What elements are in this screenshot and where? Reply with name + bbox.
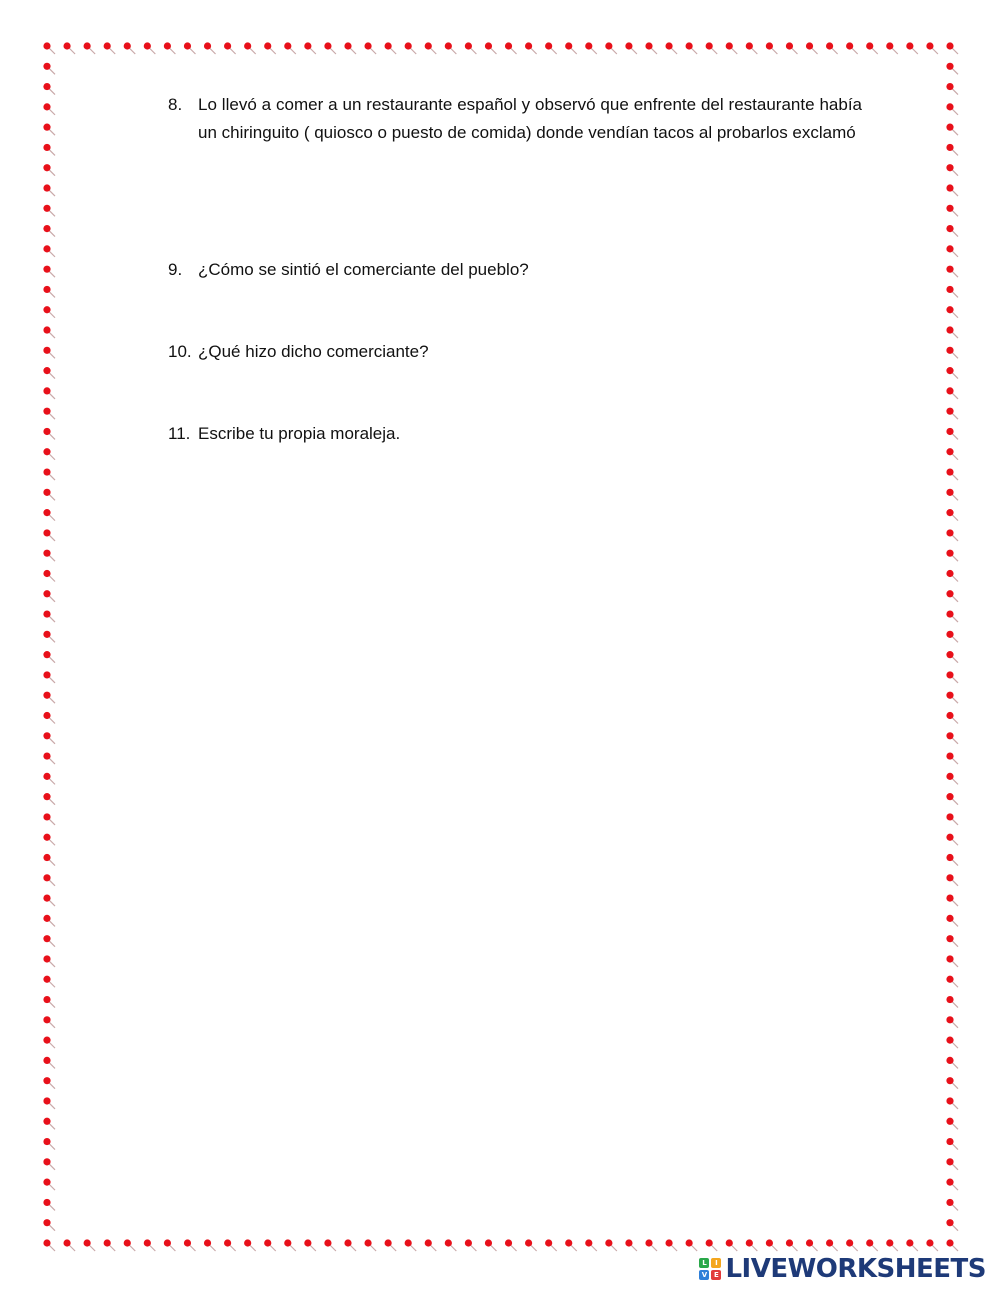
border-dot bbox=[43, 83, 50, 90]
border-dot bbox=[946, 550, 953, 557]
border-dot bbox=[946, 1179, 953, 1186]
border-dot bbox=[806, 1239, 813, 1246]
border-dot bbox=[946, 245, 953, 252]
border-dot bbox=[946, 468, 953, 475]
border-dot bbox=[565, 1239, 572, 1246]
border-dot bbox=[946, 42, 953, 49]
brand-name: LIVEWORKSHEETS bbox=[725, 1254, 986, 1284]
border-dot bbox=[385, 42, 392, 49]
border-dot bbox=[184, 42, 191, 49]
border-dot bbox=[946, 347, 953, 354]
border-dot bbox=[43, 1158, 50, 1165]
border-dot bbox=[304, 42, 311, 49]
border-dot bbox=[184, 1239, 191, 1246]
border-dot bbox=[144, 1239, 151, 1246]
border-dot bbox=[43, 103, 50, 110]
border-dot bbox=[43, 1219, 50, 1226]
border-dot bbox=[43, 306, 50, 313]
border-dot bbox=[946, 712, 953, 719]
border-dot bbox=[946, 144, 953, 151]
question-text: Escribe tu propia moraleja. bbox=[198, 424, 401, 443]
liveworksheets-logo-icon bbox=[699, 1258, 721, 1280]
border-dot bbox=[43, 1179, 50, 1186]
logo-letter: E bbox=[711, 1270, 721, 1280]
border-dot bbox=[946, 387, 953, 394]
border-dot bbox=[244, 1239, 251, 1246]
border-dot bbox=[946, 1077, 953, 1084]
border-dot bbox=[344, 1239, 351, 1246]
border-dot bbox=[946, 266, 953, 273]
border-dot bbox=[946, 448, 953, 455]
border-dot bbox=[946, 732, 953, 739]
border-dot bbox=[946, 529, 953, 536]
border-dot bbox=[706, 42, 713, 49]
border-dot bbox=[946, 1219, 953, 1226]
border-dot bbox=[43, 164, 50, 171]
border-dot bbox=[946, 509, 953, 516]
border-dot bbox=[43, 245, 50, 252]
border-dot bbox=[43, 631, 50, 638]
border-dot bbox=[946, 895, 953, 902]
border-dot bbox=[43, 184, 50, 191]
border-dot bbox=[946, 428, 953, 435]
border-dot bbox=[505, 42, 512, 49]
border-dot bbox=[946, 489, 953, 496]
border-dot bbox=[946, 671, 953, 678]
border-dot bbox=[344, 42, 351, 49]
border-dot bbox=[63, 1239, 70, 1246]
border-dot bbox=[43, 347, 50, 354]
border-dot bbox=[43, 854, 50, 861]
border-dot bbox=[946, 1037, 953, 1044]
border-dot bbox=[946, 63, 953, 70]
border-dot bbox=[946, 752, 953, 759]
border-dot bbox=[43, 651, 50, 658]
border-dot bbox=[264, 1239, 271, 1246]
border-dot bbox=[946, 367, 953, 374]
border-dot bbox=[43, 489, 50, 496]
border-dot bbox=[43, 509, 50, 516]
border-dot bbox=[405, 42, 412, 49]
border-dot bbox=[485, 42, 492, 49]
border-dot bbox=[946, 184, 953, 191]
border-dot bbox=[946, 1016, 953, 1023]
border-dot bbox=[304, 1239, 311, 1246]
border-dot bbox=[946, 834, 953, 841]
border-dot bbox=[946, 408, 953, 415]
border-dot bbox=[465, 42, 472, 49]
border-dot bbox=[726, 42, 733, 49]
border-dot bbox=[104, 1239, 111, 1246]
border-dot bbox=[946, 854, 953, 861]
question-text: ¿Qué hizo dicho comerciante? bbox=[198, 342, 429, 361]
border-dot bbox=[43, 408, 50, 415]
border-dot bbox=[43, 732, 50, 739]
border-dot bbox=[324, 42, 331, 49]
logo-letter: V bbox=[699, 1270, 709, 1280]
border-dot bbox=[706, 1239, 713, 1246]
border-dot bbox=[43, 63, 50, 70]
border-dot bbox=[43, 205, 50, 212]
border-dot bbox=[43, 266, 50, 273]
border-dot bbox=[43, 752, 50, 759]
question-text: ¿Cómo se sintió el comerciante del pueblo? bbox=[198, 260, 529, 279]
border-dot bbox=[124, 1239, 131, 1246]
border-dot bbox=[465, 1239, 472, 1246]
border-dot bbox=[264, 42, 271, 49]
border-dot bbox=[625, 42, 632, 49]
border-dot bbox=[43, 773, 50, 780]
border-dot bbox=[686, 1239, 693, 1246]
border-dot bbox=[946, 306, 953, 313]
border-dot bbox=[525, 42, 532, 49]
border-dot bbox=[43, 1199, 50, 1206]
border-dot bbox=[946, 1158, 953, 1165]
border-dot bbox=[43, 225, 50, 232]
border-dot bbox=[244, 42, 251, 49]
border-dot bbox=[846, 42, 853, 49]
border-dot bbox=[324, 1239, 331, 1246]
border-dot bbox=[946, 590, 953, 597]
border-dot bbox=[786, 42, 793, 49]
border-dot bbox=[445, 42, 452, 49]
border-dot bbox=[605, 42, 612, 49]
border-dot bbox=[43, 935, 50, 942]
border-dot bbox=[385, 1239, 392, 1246]
question-11 bbox=[168, 420, 862, 448]
border-dot bbox=[926, 42, 933, 49]
border-dot bbox=[43, 124, 50, 131]
border-dot bbox=[43, 550, 50, 557]
border-dot bbox=[726, 1239, 733, 1246]
border-dot bbox=[43, 671, 50, 678]
border-dot bbox=[43, 1118, 50, 1125]
border-dot bbox=[946, 935, 953, 942]
question-number: 9. bbox=[168, 260, 183, 279]
border-dot bbox=[43, 448, 50, 455]
logo-letter: I bbox=[711, 1258, 721, 1268]
question-8 bbox=[168, 91, 862, 147]
border-dot bbox=[545, 42, 552, 49]
border-dot bbox=[405, 1239, 412, 1246]
border-dot bbox=[43, 1097, 50, 1104]
border-dot bbox=[43, 610, 50, 617]
border-dot bbox=[43, 915, 50, 922]
border-dot bbox=[946, 164, 953, 171]
border-dot bbox=[164, 1239, 171, 1246]
border-dot bbox=[425, 1239, 432, 1246]
border-dot bbox=[946, 1199, 953, 1206]
border-dot bbox=[946, 83, 953, 90]
border-dot bbox=[43, 692, 50, 699]
border-dot bbox=[43, 976, 50, 983]
border-dot bbox=[946, 286, 953, 293]
border-dot bbox=[906, 1239, 913, 1246]
border-dot bbox=[585, 1239, 592, 1246]
border-dot bbox=[204, 1239, 211, 1246]
border-dot bbox=[786, 1239, 793, 1246]
border-dot bbox=[43, 326, 50, 333]
border-dot bbox=[104, 42, 111, 49]
border-dot bbox=[866, 42, 873, 49]
border-dot bbox=[43, 1037, 50, 1044]
question-9 bbox=[168, 256, 862, 284]
border-dot bbox=[43, 529, 50, 536]
border-dot bbox=[746, 1239, 753, 1246]
border-dot bbox=[946, 225, 953, 232]
border-dot bbox=[665, 42, 672, 49]
border-dot bbox=[946, 205, 953, 212]
border-dot bbox=[625, 1239, 632, 1246]
border-dot bbox=[43, 813, 50, 820]
border-dot bbox=[364, 42, 371, 49]
question-number: 11. bbox=[168, 424, 191, 443]
border-dot bbox=[43, 1057, 50, 1064]
border-dot bbox=[946, 651, 953, 658]
border-dot bbox=[43, 1239, 50, 1246]
border-dot bbox=[204, 42, 211, 49]
border-dot bbox=[746, 42, 753, 49]
border-dot bbox=[505, 1239, 512, 1246]
border-dot bbox=[946, 631, 953, 638]
border-dot bbox=[946, 976, 953, 983]
border-dot bbox=[144, 42, 151, 49]
border-dot bbox=[826, 1239, 833, 1246]
border-dot bbox=[645, 42, 652, 49]
border-dot bbox=[364, 1239, 371, 1246]
border-dot bbox=[43, 367, 50, 374]
border-dot bbox=[43, 1077, 50, 1084]
border-dot bbox=[43, 1016, 50, 1023]
border-dot bbox=[43, 834, 50, 841]
border-dot bbox=[946, 692, 953, 699]
border-dot bbox=[946, 915, 953, 922]
border-dot bbox=[124, 42, 131, 49]
border-dot bbox=[43, 874, 50, 881]
border-dot bbox=[946, 1057, 953, 1064]
border-dot bbox=[946, 955, 953, 962]
border-dot bbox=[43, 428, 50, 435]
border-dot bbox=[946, 103, 953, 110]
border-dot bbox=[645, 1239, 652, 1246]
border-dot bbox=[926, 1239, 933, 1246]
border-dot bbox=[525, 1239, 532, 1246]
border-dot bbox=[946, 1118, 953, 1125]
border-dot bbox=[806, 42, 813, 49]
border-dot bbox=[766, 42, 773, 49]
border-dot bbox=[224, 1239, 231, 1246]
border-dot bbox=[43, 570, 50, 577]
border-dot bbox=[43, 793, 50, 800]
border-dot bbox=[84, 1239, 91, 1246]
border-dot bbox=[846, 1239, 853, 1246]
border-dot bbox=[946, 813, 953, 820]
border-dot bbox=[43, 286, 50, 293]
border-dot bbox=[43, 895, 50, 902]
border-dot bbox=[43, 996, 50, 1003]
border-dot bbox=[43, 144, 50, 151]
border-dot bbox=[946, 793, 953, 800]
border-dot bbox=[565, 42, 572, 49]
logo-letter: L bbox=[699, 1258, 709, 1268]
border-dot bbox=[43, 42, 50, 49]
border-dot bbox=[826, 42, 833, 49]
border-dot bbox=[946, 874, 953, 881]
border-dot bbox=[425, 42, 432, 49]
border-dot bbox=[946, 326, 953, 333]
border-dot bbox=[946, 996, 953, 1003]
border-dot bbox=[445, 1239, 452, 1246]
border-dot bbox=[866, 1239, 873, 1246]
border-dot bbox=[665, 1239, 672, 1246]
border-dot bbox=[43, 1138, 50, 1145]
question-number: 8. bbox=[168, 95, 183, 114]
border-dot bbox=[766, 1239, 773, 1246]
question-10 bbox=[168, 338, 862, 366]
border-dot bbox=[946, 1097, 953, 1104]
border-dot bbox=[946, 1239, 953, 1246]
border-dot bbox=[585, 42, 592, 49]
border-dot bbox=[224, 42, 231, 49]
border-dot bbox=[545, 1239, 552, 1246]
question-number: 10. bbox=[168, 342, 192, 361]
border-dot bbox=[946, 570, 953, 577]
border-dot bbox=[43, 955, 50, 962]
border-dot bbox=[43, 387, 50, 394]
question-text: Lo llevó a comer a un restaurante español y observó que enfrente del restaurante había un chiringuito ( quiosco o puesto de comida) donde vendían tacos al probarlos exclamó bbox=[198, 95, 862, 142]
border-dot bbox=[886, 42, 893, 49]
border-dot bbox=[43, 590, 50, 597]
border-dot bbox=[946, 773, 953, 780]
liveworksheets-brand[interactable] bbox=[699, 1254, 986, 1284]
border-dot bbox=[605, 1239, 612, 1246]
border-dot bbox=[284, 1239, 291, 1246]
border-dot bbox=[906, 42, 913, 49]
border-dot bbox=[84, 42, 91, 49]
border-dot bbox=[284, 42, 291, 49]
border-dot bbox=[886, 1239, 893, 1246]
border-dot bbox=[164, 42, 171, 49]
border-dot bbox=[946, 124, 953, 131]
border-dot bbox=[946, 610, 953, 617]
border-dot bbox=[43, 712, 50, 719]
border-dot bbox=[686, 42, 693, 49]
border-dot bbox=[43, 468, 50, 475]
border-dot bbox=[485, 1239, 492, 1246]
border-dot bbox=[946, 1138, 953, 1145]
border-dot bbox=[63, 42, 70, 49]
